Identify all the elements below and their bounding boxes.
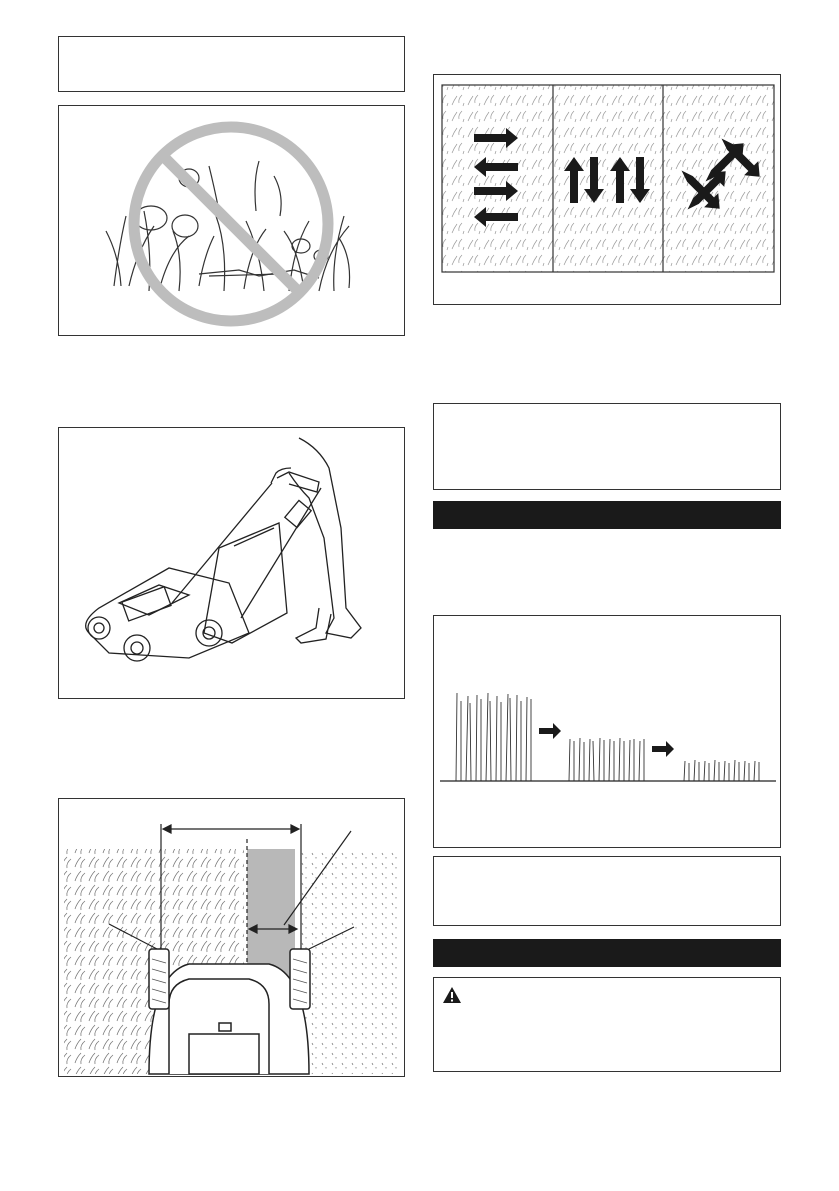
warning-box xyxy=(433,977,781,1072)
section-heading-bar-2 xyxy=(433,939,781,967)
figure-no-obstacles xyxy=(58,105,405,336)
lawn-mower-operator-icon xyxy=(59,428,403,697)
figure-mowing-patterns xyxy=(433,74,781,305)
warning-triangle-icon xyxy=(442,986,462,1004)
section-heading-bar-1 xyxy=(433,501,781,529)
note-box-right-1 xyxy=(433,403,781,490)
figure-operator-mowing xyxy=(58,427,405,699)
grass-height-stages-icon xyxy=(434,616,779,846)
mowing-direction-arrows-icon xyxy=(434,75,779,303)
note-box-top-left xyxy=(58,36,405,92)
prohibition-sign-icon xyxy=(59,106,403,334)
lawn-mower-overlap-icon xyxy=(59,799,403,1076)
figure-overlap xyxy=(58,798,405,1077)
note-box-right-2 xyxy=(433,856,781,926)
figure-cutting-height xyxy=(433,615,781,848)
